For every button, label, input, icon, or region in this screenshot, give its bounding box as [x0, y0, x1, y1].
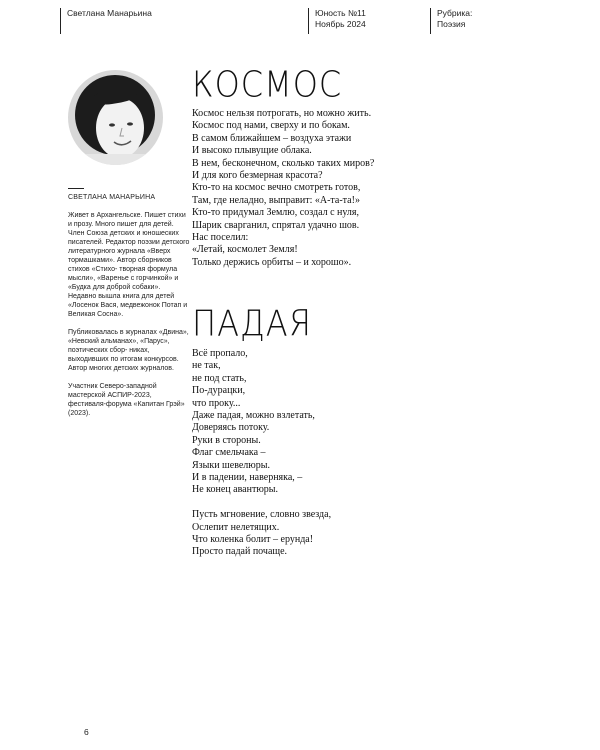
- poem-line: Кто-то придумал Землю, создал с нуля,: [192, 207, 360, 219]
- poem-line: И высоко плывущие облака.: [192, 145, 312, 157]
- header-issue: [308, 8, 415, 34]
- author-portrait-icon: [68, 70, 163, 165]
- header-author-name: Светлана Манарьина: [67, 8, 152, 18]
- poem-text: [192, 108, 572, 269]
- poem-line: Всё пропало,: [192, 348, 248, 359]
- poem-line: Просто падай почаще.: [192, 546, 288, 558]
- poem-line: Языки шевелюры.: [192, 459, 270, 471]
- bio-paragraph: Живет в Архангельске. Пишет стихи и прозу. Много пишет для детей. Член Союза детских и юношеских писателей. Редактор поэзии детского литературного журнала «Вверх тормашками». Автор сборников стихов «Стихо- творная формула мысли», «Варенье с горчинкой» и «Будка для доброй собаки». Недавно вышла книга для детей «Лосенок Вася, медвежонок Потап и Великая Сосна».: [68, 212, 190, 318]
- bio-paragraph: Публиковалась в журналах «Двина», «Невский альманах», «Парус», поэтических сбор- никах, выходивших по итогам конкурсов. Автор многих детских журналов.: [68, 329, 189, 372]
- poem-line: Кто-то на космос вечно смотреть готов,: [192, 182, 361, 194]
- page-number: 6: [84, 727, 89, 737]
- poem-title: КОСМОС: [192, 62, 343, 106]
- poem-line: Космос нельзя потрогать, но можно жить.: [192, 108, 372, 119]
- poem-line: «Летай, космолет Земля!: [192, 244, 298, 256]
- header-issue-date: Ноябрь 2024: [315, 19, 366, 29]
- poem-line: не под стать,: [192, 372, 247, 384]
- bio-paragraphs: [68, 211, 190, 418]
- poem-line: Ослепит нелетящих.: [192, 521, 280, 533]
- header-author: [60, 8, 297, 34]
- author-bio: [68, 193, 190, 427]
- poem-title: ПАДАЯ: [192, 301, 312, 345]
- stanza-break: [192, 497, 572, 509]
- poem-line: Космос под нами, сверху и по бокам.: [192, 120, 350, 132]
- poem-line: Шарик сварганил, спрятал удачно шов.: [192, 219, 360, 231]
- poem-line: Пусть мгновение, словно звезда,: [192, 509, 332, 521]
- poem-line: Не конец авантюры.: [192, 484, 279, 496]
- poem-line: Только держись орбиты – и хорошо».: [192, 256, 352, 268]
- poem-line: что проку...: [192, 397, 241, 409]
- poem-line: Доверяясь потоку.: [192, 422, 270, 434]
- poem-line: Нас поселил:: [192, 232, 249, 244]
- poem-line: Флаг смельчака –: [192, 447, 266, 459]
- bio-name: СВЕТЛАНА МАНАРЬИНА: [68, 194, 156, 201]
- poem-line: И в падении, наверняка, –: [192, 472, 303, 484]
- poem-line: И для кого безмерная красота?: [192, 170, 323, 182]
- header-rubric: [430, 8, 597, 34]
- running-header: [0, 0, 600, 36]
- poem-line: Там, где неладно, выправит: «А-та-та!»: [192, 194, 360, 206]
- poem-line: Руки в стороны.: [192, 434, 261, 446]
- poem-line: По-дурацки,: [192, 385, 246, 397]
- bio-divider: [68, 188, 84, 189]
- header-rubric-label: Рубрика:: [437, 8, 473, 18]
- poem-line: Даже падая, можно взлетать,: [192, 410, 315, 422]
- poem-text: [192, 348, 572, 559]
- poem-line: В нем, бесконечном, сколько таких миров?: [192, 157, 375, 169]
- poem-line: Что коленка болит – ерунда!: [192, 534, 314, 546]
- poem-line: не так,: [192, 360, 221, 372]
- header-issue-number: Юность №11: [315, 8, 366, 18]
- header-rubric-value: Поэзия: [437, 19, 466, 29]
- author-photo: [68, 70, 163, 165]
- bio-paragraph: Участник Северо-западной мастерской АСПИР-2023, фестиваля-форума «Капитан Грэй» (2023).: [68, 383, 185, 417]
- poem-line: В самом ближайшем – воздуха этажи: [192, 132, 352, 144]
